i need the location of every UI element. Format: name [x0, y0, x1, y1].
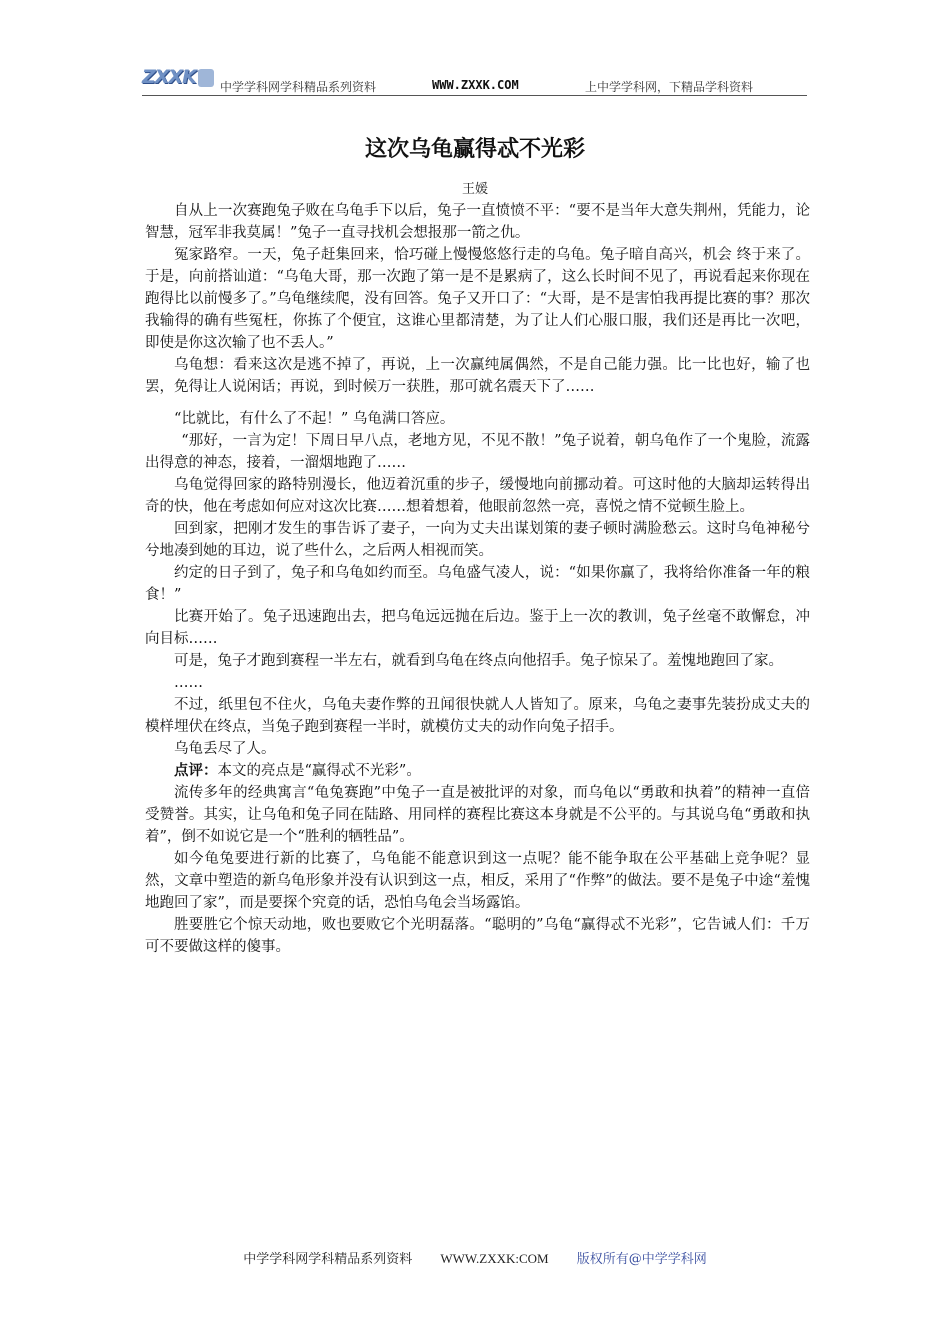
paragraph-6: 乌龟觉得回家的路特别漫长，他迈着沉重的步子，缓慢地向前挪动着。可这时他的大脑却运转得出奇的快，他在考虑如何应对这次比赛……想着想着，他眼前忽然一亮，喜悦之情不觉顿生脸上。: [145, 477, 810, 515]
zxxk-logo: [142, 66, 212, 92]
comment-paragraph-2: 如今龟兔要进行新的比赛了，乌龟能不能意识到这一点呢？能不能争取在公平基础上竞争呢？显然，文章中塑造的新乌龟形象并没有认识到这一点，相反，采用了“作弊”的做法。要不是兔子中途“羞愧地跑回了家”，而是要探个究竟的话，恐怕乌龟会当场露馅。: [145, 851, 810, 911]
comment-paragraph-1: 流传多年的经典寓言“龟兔赛跑”中兔子一直是被批评的对象，而乌龟以“勇敢和执着”的精神一直倍受赞誉。其实，让乌龟和兔子同在陆路、用同样的赛程比赛这本身就是不公平的。与其说乌龟“勇敢和执着”，倒不如说它是一个“胜利的牺牲品”。: [145, 785, 810, 845]
logo-badge-icon: [198, 69, 214, 87]
header-url: WWW.ZXXK.COM: [432, 78, 519, 92]
paragraph-1: 自从上一次赛跑兔子败在乌龟手下以后，兔子一直愤愤不平：“要不是当年大意失荆州，凭能力，论智慧，冠军非我莫属！”兔子一直寻找机会想报那一箭之仇。: [145, 203, 810, 241]
paragraph-10: 可是，兔子才跑到赛程一半左右，就看到乌龟在终点向他招手。兔子惊呆了。羞愧地跑回了家。: [174, 653, 783, 669]
article-author: 王媛: [461, 182, 488, 197]
paragraph-12: 乌龟丢尽了人。: [174, 741, 276, 757]
comment-label: 点评：: [174, 762, 218, 779]
comment-intro: [145, 760, 810, 782]
comment-paragraph-3: 胜要胜它个惊天动地，败也要败它个光明磊落。“聪明的”乌龟“赢得忒不光彩”，它告诫人们：千万可不要做这样的傻事。: [145, 917, 810, 955]
page-header: [142, 64, 807, 94]
paragraph-8: 约定的日子到了，兔子和乌龟如约而至。乌龟盛气凌人，说：“如果你赢了，我将给你准备一年的粮食！”: [145, 565, 810, 603]
paragraph-7: 回到家，把刚才发生的事告诉了妻子，一向为丈夫出谋划策的妻子顿时满脸愁云。这时乌龟神秘兮兮地凑到她的耳边，说了些什么，之后两人相视而笑。: [145, 521, 810, 559]
article-body: [145, 200, 810, 958]
logo-text: ZXXK: [142, 66, 196, 88]
paragraph-2: 冤家路窄。一天，兔子赶集回来，恰巧碰上慢慢悠悠行走的乌龟。兔子暗自高兴，机会 终于来了。于是，向前搭讪道：“乌龟大哥，那一次跑了第一是不是累病了，这么长时间不见了，再说看起来你现在跑得比以前慢多了。”乌龟继续爬，没有回答。兔子又开口了：“大哥，是不是害怕我再提比赛的事？那次我输得的确有些冤枉，你拣了个便宜，这谁心里都清楚，为了让人们心服口服，我们还是再比一次吧，即使是你这次输了也不丢人。”: [145, 247, 810, 351]
comment-first: 本文的亮点是“赢得忒不光彩”。: [217, 763, 421, 779]
paragraph-11: 不过，纸里包不住火，乌龟夫妻作弊的丑闻很快就人人皆知了。原来，乌龟之妻事先装扮成丈夫的模样埋伏在终点，当兔子跑到赛程一半时，就模仿丈夫的动作向兔子招手。: [145, 697, 810, 735]
paragraph-5: “那好，一言为定！下周日早八点，老地方见，不见不散！”兔子说着，朝乌龟作了一个鬼脸，流露出得意的神态，接着，一溜烟地跑了……: [145, 433, 810, 471]
paragraph-4: “比就比，有什么了不起！” 乌龟满口答应。: [174, 411, 455, 427]
footer-left-text: 中学学科网学科精品系列资料: [243, 1252, 413, 1267]
header-divider: [142, 95, 807, 96]
header-left-text: 中学学科网学科精品系列资料: [220, 80, 377, 94]
paragraph-9: 比赛开始了。兔子迅速跑出去，把乌龟远远抛在后边。鉴于上一次的教训，兔子丝毫不敢懈怠，冲向目标……: [145, 609, 810, 647]
header-right-text: 上中学学科网，下精品学科资料: [585, 80, 754, 94]
page-footer: [0, 1248, 950, 1267]
paragraph-3: 乌龟想：看来这次是逃不掉了，再说，上一次赢纯属偶然，不是自己能力强。比一比也好，输了也罢，免得让人说闲话；再说，到时候万一获胜，那可就名震天下了……: [145, 357, 810, 395]
footer-url: WWW.ZXXK:COM: [440, 1251, 549, 1266]
ellipsis-paragraph: ……: [174, 675, 203, 691]
footer-copyright: 版权所有@中学学科网: [576, 1252, 707, 1267]
article-title: 这次乌龟赢得忒不光彩: [364, 137, 585, 162]
